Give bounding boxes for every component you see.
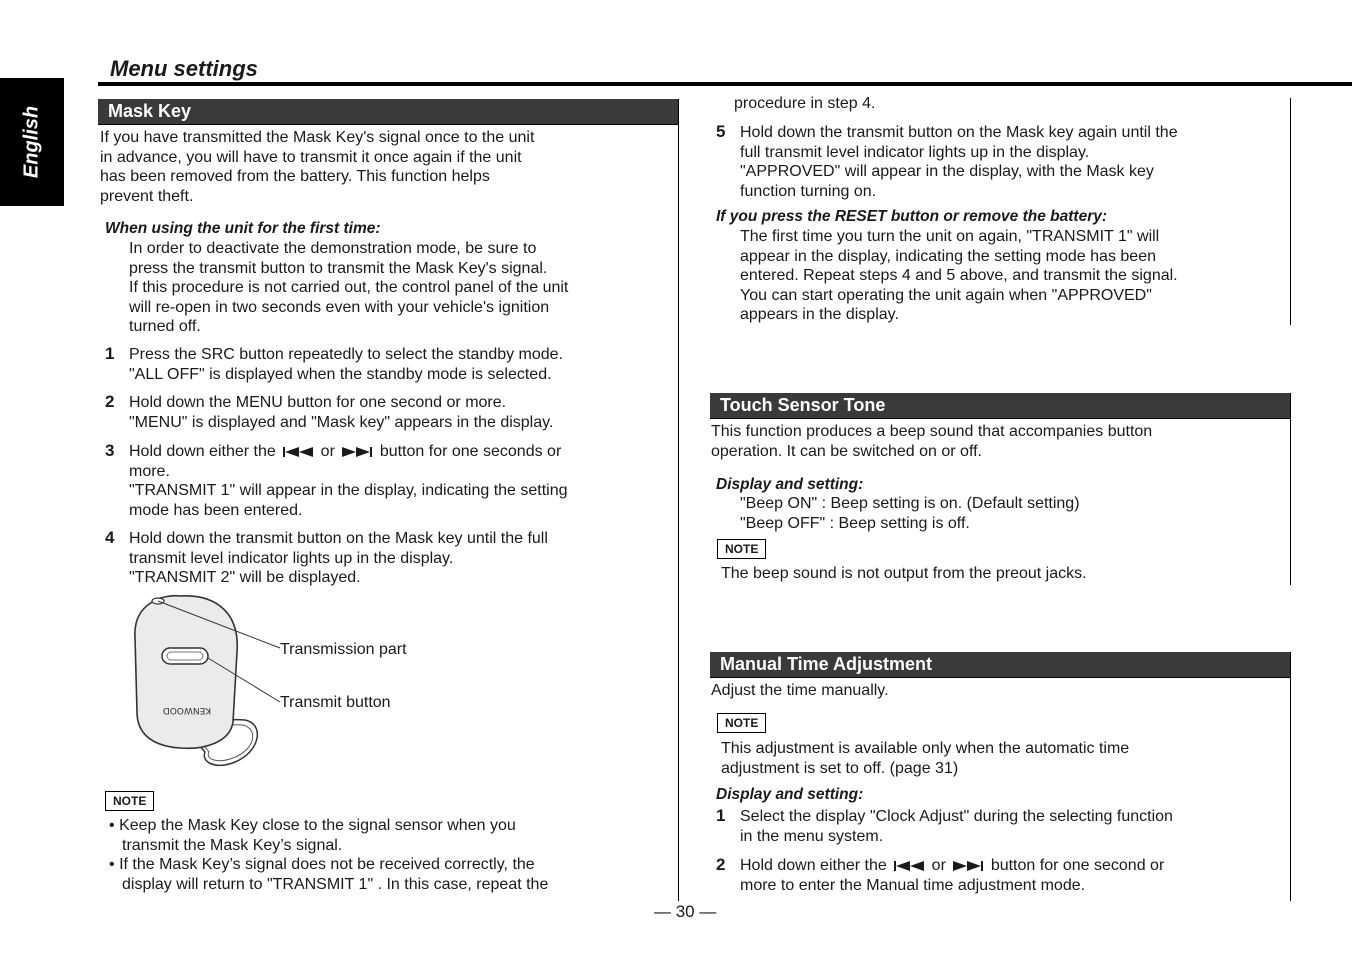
body-line: will re-open in two seconds even with your vehicle's ignition (129, 298, 550, 316)
step-number: 5 (716, 122, 726, 141)
step-line: Select the display "Clock Adjust" during the selecting function (740, 808, 1173, 825)
body-line: If this procedure is not carried out, the control panel of the unit (129, 279, 569, 296)
intro-line: If you have transmitted the Mask Key's signal once to the unit (100, 129, 535, 146)
step-text (129, 345, 563, 384)
step-text (740, 807, 1173, 846)
step-line: "APPROVED" will appear in the display, with the Mask key (740, 163, 1154, 180)
column-divider-right-2 (1290, 393, 1291, 585)
reset-body (740, 227, 1178, 325)
intro-line: prevent theft. (100, 187, 194, 205)
step-text (129, 529, 548, 588)
body-line: press the transmit button to transmit the Mask Key's signal. (129, 259, 548, 277)
transmit-button-label: Transmit button (280, 694, 391, 711)
language-tab (0, 78, 64, 206)
step-line-part: or (320, 443, 335, 460)
language-tab-label: English (20, 105, 43, 179)
transmission-part-label: Transmission part (280, 641, 407, 658)
note-bullet (109, 816, 548, 894)
note-badge: NOTE (717, 539, 766, 559)
step-line: transmit level indicator lights up in the display. (129, 549, 454, 567)
touch-tone-note: The beep sound is not output from the preout jacks. (721, 565, 1087, 582)
step-number: 1 (105, 344, 115, 363)
column-divider-right-3 (1290, 652, 1291, 901)
column-divider-right-1 (1290, 98, 1291, 325)
mask-key-heading-rule (98, 124, 679, 125)
note-text: Keep the Mask Key close to the signal sensor when you (119, 817, 516, 834)
bullet-icon: • (109, 817, 115, 834)
intro-line: in advance, you will have to transmit it once again if the unit (100, 148, 522, 166)
step-line: "TRANSMIT 1" will appear in the display, indicating the setting (129, 482, 568, 499)
step-number: 1 (716, 806, 726, 825)
manual-time-heading-rule (710, 677, 1291, 678)
page-number: — 30 — (654, 902, 717, 921)
body-line: appear in the display, indicating the setting mode has been (740, 247, 1156, 265)
step-line: "ALL OFF" is displayed when the standby mode is selected. (129, 365, 552, 383)
step-line: full transmit level indicator lights up in the display. (740, 143, 1090, 161)
mask-key-illustration (125, 592, 285, 772)
step-line-part: button for one second or (990, 857, 1165, 874)
manual-time-note (721, 739, 1129, 778)
title-rule (98, 82, 1352, 86)
intro-line: This function produces a beep sound that accompanies button (711, 423, 1153, 440)
step-text (740, 123, 1178, 201)
step-text (740, 856, 1164, 895)
body-line: turned off. (129, 318, 201, 335)
manual-time-intro: Adjust the time manually. (711, 682, 889, 699)
mask-key-heading: Mask Key (98, 99, 679, 124)
note-bullet-line: display will return to "TRANSMIT 1" . In this case, repeat the (122, 875, 549, 893)
step-line: Hold down the transmit button on the Mask key until the full (129, 530, 548, 547)
step-line: more to enter the Manual time adjustment mode. (740, 876, 1086, 894)
step-line: more. (129, 462, 170, 480)
note-line: adjustment is set to off. (page 31) (721, 759, 959, 777)
step-line-part: button for one seconds or (379, 443, 562, 460)
step-line: in the menu system. (740, 827, 884, 845)
manual-time-display-heading: Display and setting: (716, 786, 864, 803)
step-line: function turning on. (740, 182, 877, 200)
step-line-part: Hold down either the (740, 857, 887, 874)
first-time-body (129, 239, 568, 337)
step-line: Hold down the transmit button on the Mask key again until the (740, 124, 1178, 141)
column-divider-left (678, 99, 679, 901)
step-line: mode has been entered. (129, 501, 303, 519)
step-number: 4 (105, 528, 115, 547)
first-time-heading: When using the unit for the first time: (105, 220, 381, 237)
step-number: 2 (716, 855, 726, 874)
skip-back-icon (893, 860, 925, 872)
body-line: In order to deactivate the demonstration mode, be sure to (129, 240, 537, 257)
step-line: "TRANSMIT 2" will be displayed. (129, 569, 361, 586)
step-line: Press the SRC button repeatedly to select the standby mode. (129, 346, 564, 363)
note-bullet-line (109, 855, 548, 875)
bullet-icon: • (109, 856, 115, 873)
step-line (740, 856, 1164, 876)
step-number: 2 (105, 392, 115, 411)
note-line: This adjustment is available only when the automatic time (721, 740, 1130, 757)
note-badge: NOTE (105, 791, 154, 811)
mask-key-intro (100, 128, 534, 206)
reset-heading: If you press the RESET button or remove the battery: (716, 208, 1108, 225)
step-line: "MENU" is displayed and "Mask key" appears in the display. (129, 413, 554, 431)
continued-line: procedure in step 4. (734, 95, 876, 112)
note-bullet-line (109, 816, 548, 836)
skip-forward-icon (341, 446, 373, 458)
body-line: You can start operating the unit again when "APPROVED" (740, 286, 1152, 304)
skip-back-icon (282, 446, 314, 458)
key-fob-brand: KENWOOD (162, 705, 212, 715)
note-bullet-line: transmit the Mask Key’s signal. (122, 836, 343, 854)
note-text: If the Mask Key’s signal does not be received correctly, the (119, 856, 535, 873)
touch-tone-settings (740, 494, 1080, 533)
intro-line: has been removed from the battery. This function helps (100, 168, 490, 185)
step-text (129, 393, 553, 432)
manual-time-heading: Manual Time Adjustment (710, 652, 1291, 677)
skip-forward-icon (952, 860, 984, 872)
touch-tone-intro (711, 422, 1152, 461)
setting-line: "Beep OFF" : Beep setting is off. (740, 514, 970, 532)
step-line-part: or (931, 857, 946, 874)
note-badge: NOTE (717, 713, 766, 733)
touch-sensor-tone-heading: Touch Sensor Tone (710, 393, 1291, 418)
body-line: The first time you turn the unit on again, "TRANSMIT 1" will (740, 228, 1160, 245)
intro-line: operation. It can be switched on or off. (711, 442, 982, 460)
step-number: 3 (105, 441, 115, 460)
page-title: Menu settings (110, 56, 258, 81)
step-text (129, 442, 568, 520)
setting-line: "Beep ON" : Beep setting is on. (Default setting) (740, 495, 1080, 512)
step-line (129, 442, 568, 462)
touch-sensor-tone-heading-rule (710, 418, 1291, 419)
body-line: appears in the display. (740, 306, 899, 323)
touch-tone-display-heading: Display and setting: (716, 476, 864, 493)
step-line: Hold down the MENU button for one second or more. (129, 394, 507, 411)
step-line-part: Hold down either the (129, 443, 276, 460)
body-line: entered. Repeat steps 4 and 5 above, and transmit the signal. (740, 267, 1178, 284)
